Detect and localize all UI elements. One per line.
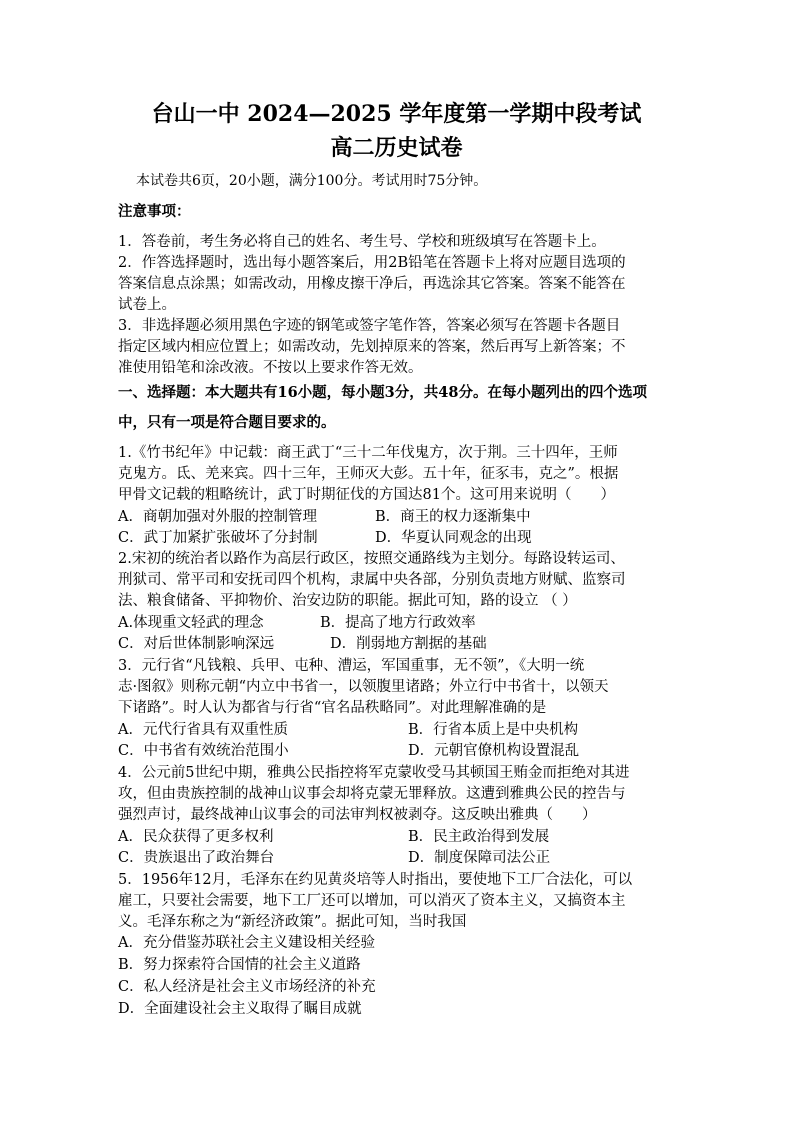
option-c: C．中书省有效统治范围小	[118, 743, 289, 759]
option-b: B．提高了地方行政效率	[320, 615, 476, 631]
exam-info: 本试卷共6页，20小题，满分100分。考试用时75分钟。	[136, 173, 488, 189]
option-c: C．私人经济是社会主义市场经济的补充	[118, 979, 376, 995]
option-c: C．武丁加紧扩张破坏了分封制	[118, 530, 318, 546]
option-d: D．削弱地方割据的基础	[330, 636, 487, 652]
exam-title: 台山一中 2024—2025 学年度第一学期中段考试	[151, 101, 642, 127]
option-a: A．元代行省具有双重性质	[118, 722, 288, 738]
section-heading: 一、选择题：本大题共有16小题，每小题3分，共48分。在每小题列出的四个选项	[118, 384, 647, 401]
notes-line: 指定区域内相应位置上；如需改动，先划掉原来的答案，然后再写上新答案；不	[118, 339, 626, 355]
exam-subtitle: 高二历史试卷	[330, 135, 463, 161]
option-a: A.体现重文轻武的理念	[118, 615, 264, 631]
question-stem: 克鬼方。氐、羌来宾。四十三年，王师灭大彭。五十年，征豕韦，克之”。根据	[118, 466, 619, 482]
notes-line: 3．非选择题必须用黑色字迹的钢笔或签字笔作答，答案必须写在答题卡各题目	[118, 318, 621, 334]
notes-line: 试卷上。	[118, 297, 176, 313]
option-d: D．华夏认同观念的出现	[375, 530, 532, 546]
question-stem: 义。毛泽东称之为“新经济政策”。据此可知，当时我国	[118, 914, 467, 930]
option-b: B．行省本质上是中央机构	[408, 722, 579, 738]
option-b: B．民主政治得到发展	[408, 829, 550, 845]
question-stem: 法、粮食储备、平抑物价、治安边防的职能。据此可知，路的设立 （ ）	[118, 593, 577, 609]
notes-line: 1．答卷前，考生务必将自己的姓名、考生号、学校和班级填写在答题卡上。	[118, 234, 606, 250]
option-a: A．充分借鉴苏联社会主义建设相关经验	[118, 935, 375, 951]
notes-line: 准使用铅笔和涂改液。不按以上要求作答无效。	[118, 360, 423, 376]
question-stem: 2.宋初的统治者以路作为高层行政区，按照交通路线为主划分。每路设转运司、	[118, 551, 625, 567]
notes-heading: 注意事项：	[118, 203, 191, 220]
section-heading-cont: 中，只有一项是符合题目要求的。	[118, 414, 336, 431]
question-stem: 雇工，只要社会需要，地下工厂还可以增加，可以消灭了资本主义，又搞资本主	[118, 893, 626, 909]
option-d: D．元朝官僚机构设置混乱	[408, 743, 580, 759]
option-d: D．全面建设社会主义取得了瞩目成就	[118, 1001, 362, 1017]
option-b: B．商王的权力逐渐集中	[375, 509, 531, 525]
question-stem: 3．元行省“凡钱粮、兵甲、屯种、漕运，军国重事，无不领”，《大明一统	[118, 658, 585, 674]
question-stem: 强烈声讨，最终战神山议事会的司法审判权被剥夺。这反映出雅典（ ）	[118, 807, 597, 823]
option-a: A．商朝加强对外服的控制管理	[118, 509, 317, 525]
option-d: D．制度保障司法公正	[408, 850, 551, 866]
question-stem: 刑狱司、常平司和安抚司四个机构，隶属中央各部，分别负责地方财赋、监察司	[118, 572, 626, 588]
question-stem: 1.《竹书纪年》中记载：商王武丁“三十二年伐鬼方，次于荆。三十四年，王师	[118, 445, 618, 461]
question-stem: 攻，但由贵族控制的战神山议事会却将克蒙无罪释放。这遭到雅典公民的控告与	[118, 786, 626, 802]
option-c: C．对后世体制影响深远	[118, 636, 275, 652]
option-a: A．民众获得了更多权利	[118, 829, 274, 845]
question-stem: 志·图叙》则称元朝“内立中书省一，以领腹里诸路；外立行中书省十，以领天	[118, 679, 609, 695]
question-stem: 甲骨文记载的粗略统计，武丁时期征伐的方国达81个。这可用来说明（ ）	[118, 487, 615, 503]
notes-line: 2．作答选择题时，选出每小题答案后，用2B铅笔在答题卡上将对应题目选项的	[118, 255, 626, 271]
question-stem: 4．公元前5世纪中期，雅典公民指控将军克蒙收受马其顿国王贿金而拒绝对其进	[118, 765, 630, 781]
question-stem: 5．1956年12月，毛泽东在约见黄炎培等人时指出，要使地下工厂合法化，可以	[118, 872, 633, 888]
notes-line: 答案信息点涂黑；如需改动，用橡皮擦干净后，再选涂其它答案。答案不能答在	[118, 276, 626, 292]
option-c: C．贵族退出了政治舞台	[118, 850, 275, 866]
option-b: B．努力探索符合国情的社会主义道路	[118, 957, 361, 973]
question-stem: 下诸路”。时人认为都省与行省“官名品秩略同”。对此理解准确的是	[118, 700, 547, 716]
